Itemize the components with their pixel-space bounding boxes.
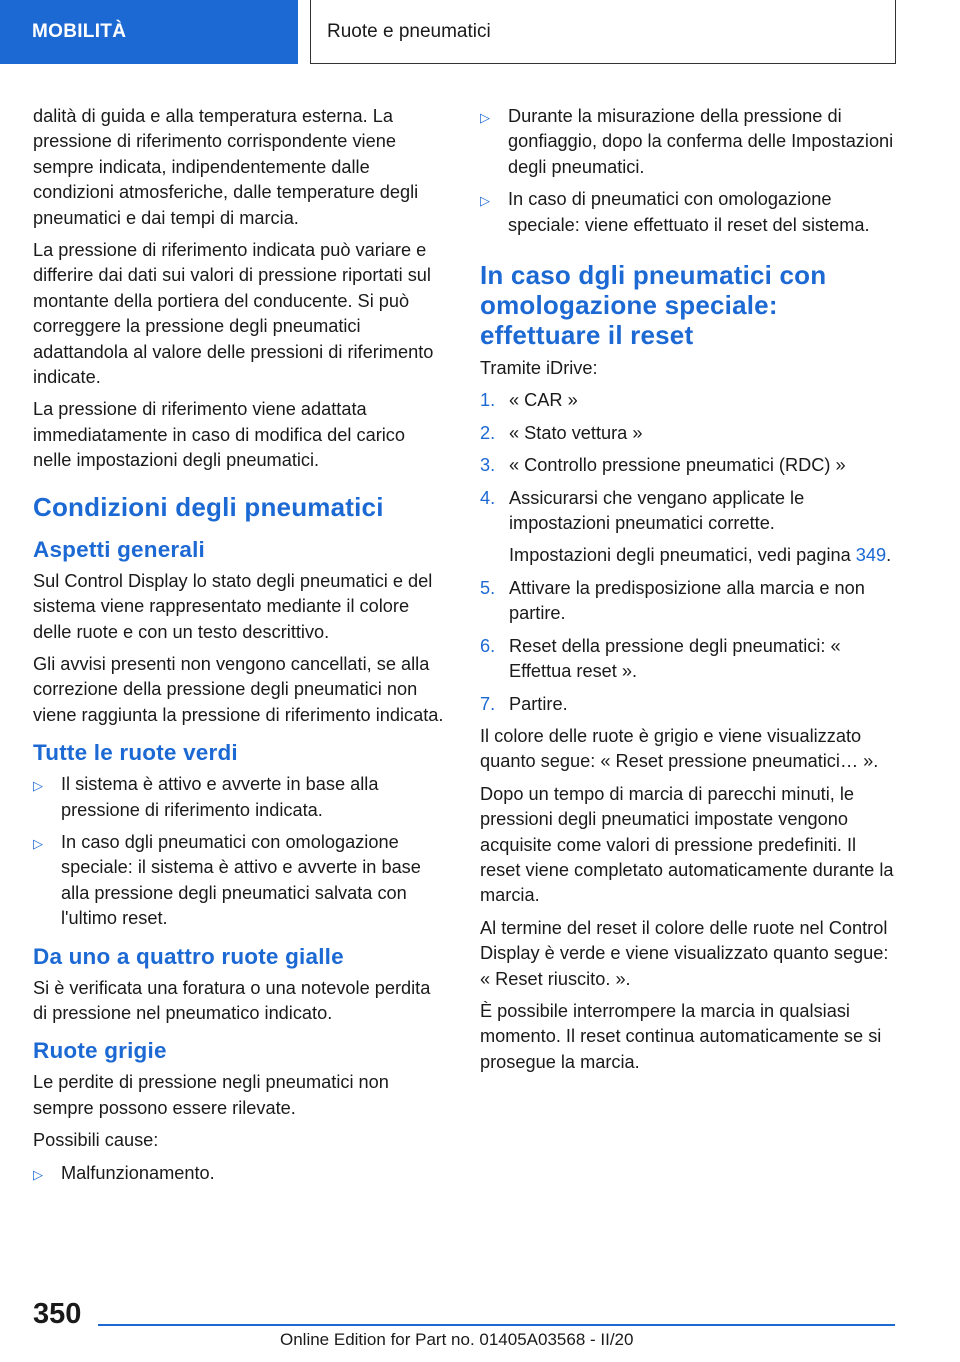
step-text: Partire.: [509, 693, 568, 714]
step-note-text: Impostazioni degli pneumatici, vedi pagina: [509, 545, 851, 566]
step-number: 7.: [480, 693, 496, 714]
step-number: 6.: [480, 635, 496, 656]
step-number: 5.: [480, 577, 496, 598]
list-item: [480, 104, 898, 180]
triangle-bullet-icon: ▷: [33, 778, 43, 794]
step-item: [480, 486, 898, 537]
list-item: [33, 772, 445, 823]
list-item-text: Il sistema è attivo e avverte in base alla pressione di riferimento indicata.: [61, 774, 379, 820]
step-item: [480, 453, 898, 478]
step-text: « CAR »: [509, 390, 578, 411]
paragraph: dalità di guida e alla temperatura esterna. La pressione di riferimento corrispondente viene sempre indicata, indipendentemente dalle condizioni atmosferiche, dalle temperature degli pneumatici e dai tempi di marcia.: [33, 106, 419, 228]
triangle-bullet-icon: ▷: [480, 193, 490, 209]
step-text: Reset della pressione degli pneumatici: « Effettua reset ».: [509, 635, 841, 682]
list-item: [33, 830, 445, 932]
chapter-box: [310, 0, 896, 64]
section-title: MOBILITÀ: [32, 21, 127, 42]
triangle-bullet-icon: ▷: [480, 110, 490, 125]
step-item: [480, 634, 898, 685]
list-item-text: Durante la misurazione della pressione di gonfiaggio, dopo la conferma delle Impostazioni degli pneumatici.: [508, 106, 894, 177]
list-item: [33, 1161, 445, 1187]
right-column: [480, 104, 898, 1082]
paragraph: È possibile interrompere la marcia in qualsiasi momento. Il reset continua automaticamente se si prosegue la marcia.: [480, 1000, 882, 1072]
step-item: [480, 388, 898, 413]
paragraph: La pressione di riferimento viene adattata immediatamente in caso di modifica del carico nelle impostazioni degli pneumatici.: [33, 399, 406, 471]
paragraph: Le perdite di pressione negli pneumatici non sempre possono essere rilevate.: [33, 1072, 389, 1118]
list-item-text: In caso di pneumatici con omologazione speciale: viene effettuato il reset del sistema.: [508, 189, 870, 235]
step-note: [480, 543, 898, 568]
triangle-bullet-icon: ▷: [33, 1166, 43, 1182]
heading-ruote-verdi: Tutte le ruote verdi: [33, 740, 238, 766]
section-tab: [0, 0, 298, 64]
triangle-bullet-icon: ▷: [33, 835, 43, 851]
paragraph: Tramite iDrive:: [480, 358, 598, 379]
page-reference-link[interactable]: 349: [855, 545, 887, 566]
paragraph: Possibili cause:: [33, 1130, 159, 1151]
paragraph: Sul Control Display lo stato degli pneumatici e del sistema viene rappresentato mediante il colore delle ruote e con un testo descrittivo.: [33, 570, 433, 642]
left-column: [33, 104, 445, 1194]
page-number: 350: [33, 1298, 82, 1330]
list-item-text: In caso dgli pneumatici con omologazione speciale: il sistema è attivo e avverte in base alla pressione degli pneumatici salvata con l'ultimo reset.: [61, 831, 421, 929]
step-note-end: .: [886, 545, 892, 566]
heading-condizioni: Condizioni degli pneumatici: [33, 491, 384, 522]
step-text: Assicurarsi che vengano applicate le impostazioni pneumatici corrette.: [509, 487, 805, 534]
paragraph: Dopo un tempo di marcia di parecchi minuti, le pressioni degli pneumatici impostate vengono acquisite come valori di pressione predefiniti. Il reset viene completato automaticamente durante la marcia.: [480, 783, 894, 906]
list-item-text: Malfunzionamento.: [61, 1162, 215, 1183]
list-item: [480, 187, 898, 238]
step-item: [480, 421, 898, 446]
paragraph: Gli avvisi presenti non vengono cancellati, se alla correzione della pressione degli pneumatici non viene raggiunta la pressione di riferimento indicata.: [33, 653, 444, 725]
footer-edition: Online Edition for Part no. 01405A03568 - II/20: [280, 1330, 634, 1349]
step-item: [480, 692, 898, 717]
heading-ruote-grigie: Ruote grigie: [33, 1038, 167, 1064]
heading-aspetti-generali: Aspetti generali: [33, 536, 205, 562]
paragraph: Il colore delle ruote è grigio e viene visualizzato quanto segue: « Reset pressione pneumatici… ».: [480, 725, 879, 772]
heading-reset: In caso dgli pneumatici con omologazione speciale: effettuare il reset: [480, 260, 827, 351]
chapter-title: Ruote e pneumatici: [327, 20, 491, 42]
paragraph: Al termine del reset il colore delle ruote nel Control Display è verde e viene visualizzato quanto segue: « Reset riuscito. ».: [480, 917, 889, 989]
paragraph: La pressione di riferimento indicata può variare e differire dai dati sui valori di pressione riportati sul montante della portiera del conducente. Si può correggere la pressione degli pneumatici adattandola al valore delle pressioni di riferimento indicate.: [33, 240, 434, 388]
step-number: 3.: [480, 455, 496, 476]
step-text: « Controllo pressione pneumatici (RDC) »: [509, 455, 846, 476]
step-number: 1.: [480, 390, 496, 411]
step-text: Attivare la predisposizione alla marcia e non partire.: [509, 577, 865, 624]
paragraph: Si è verificata una foratura o una notevole perdita di pressione nel pneumatico indicato.: [33, 977, 431, 1023]
step-text: « Stato vettura »: [509, 422, 643, 443]
heading-ruote-gialle: Da uno a quattro ruote gialle: [33, 943, 344, 969]
step-item: [480, 576, 898, 627]
step-number: 2.: [480, 422, 496, 443]
footer-divider: [98, 1324, 895, 1326]
page-header: [0, 0, 960, 66]
step-number: 4.: [480, 487, 496, 508]
